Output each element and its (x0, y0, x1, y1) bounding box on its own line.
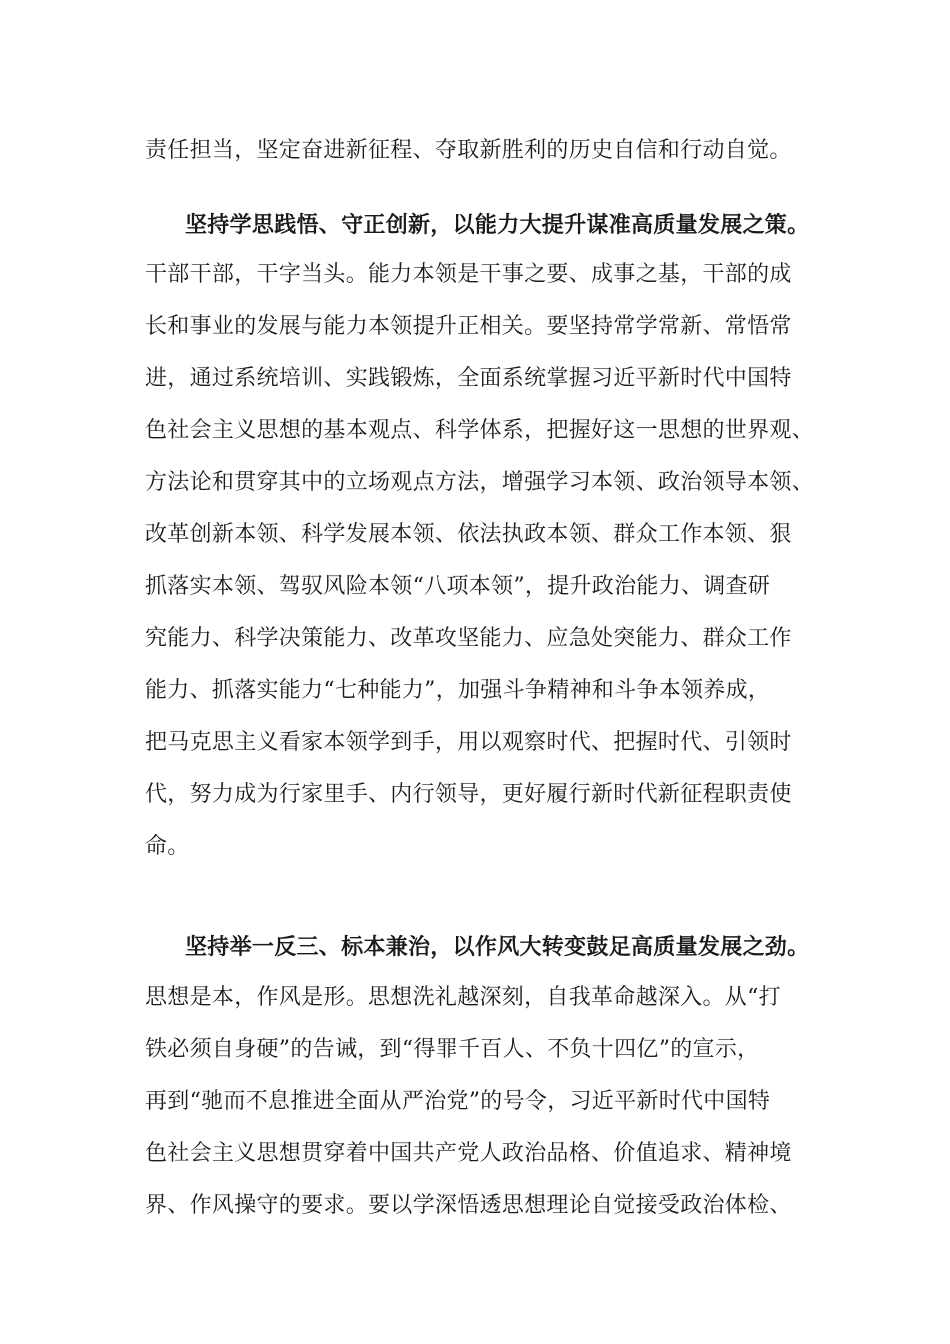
text-line: 长和事业的发展与能力本领提升正相关。要坚持常学常新、常悟常 (145, 314, 792, 339)
text-line: 界、作风操守的要求。要以学深悟透思想理论自觉接受政治体检、 (145, 1193, 792, 1218)
text-line: 能力、抓落实能力“七种能力”，加强斗争精神和斗争本领养成， (145, 678, 771, 703)
text-line: 方法论和贯穿其中的立场观点方法，增强学习本领、政治领导本领、 (145, 470, 815, 495)
text-line: 改革创新本领、科学发展本领、依法执政本领、群众工作本领、狠 (145, 522, 792, 547)
text-line: 色社会主义思想的基本观点、科学体系，把握好这一思想的世界观、 (145, 418, 815, 443)
text-line: 抓落实本领、驾驭风险本领“八项本领”，提升政治能力、调查研 (145, 574, 771, 599)
text-line: 代，努力成为行家里手、内行领导，更好履行新时代新征程职责使 (145, 782, 792, 807)
text-line: 责任担当，坚定奋进新征程、夺取新胜利的历史自信和行动自觉。 (145, 138, 792, 163)
text-line: 思想是本，作风是形。思想洗礼越深刻，自我革命越深入。从“打 (145, 985, 781, 1010)
section-heading: 坚持举一反三、标本兼治，以作风大转变鼓足高质量发展之劲。 (185, 934, 810, 960)
text-line: 再到“驰而不息推进全面从严治党”的号令，习近平新时代中国特 (145, 1089, 771, 1114)
text-line: 色社会主义思想贯穿着中国共产党人政治品格、价值追求、精神境 (145, 1141, 792, 1166)
text-line: 进，通过系统培训、实践锻炼，全面系统掌握习近平新时代中国特 (145, 366, 792, 391)
text-line: 究能力、科学决策能力、改革攻坚能力、应急处突能力、群众工作 (145, 626, 792, 651)
text-line: 把马克思主义看家本领学到手，用以观察时代、把握时代、引领时 (145, 730, 792, 755)
text-line: 干部干部，干字当头。能力本领是干事之要、成事之基，干部的成 (145, 262, 792, 287)
text-line: 铁必须自身硬”的告诫，到“得罪千百人、不负十四亿”的宣示， (145, 1037, 760, 1062)
text-line: 命。 (145, 834, 190, 859)
section-heading: 坚持学思践悟、守正创新，以能力大提升谋准高质量发展之策。 (185, 212, 810, 238)
